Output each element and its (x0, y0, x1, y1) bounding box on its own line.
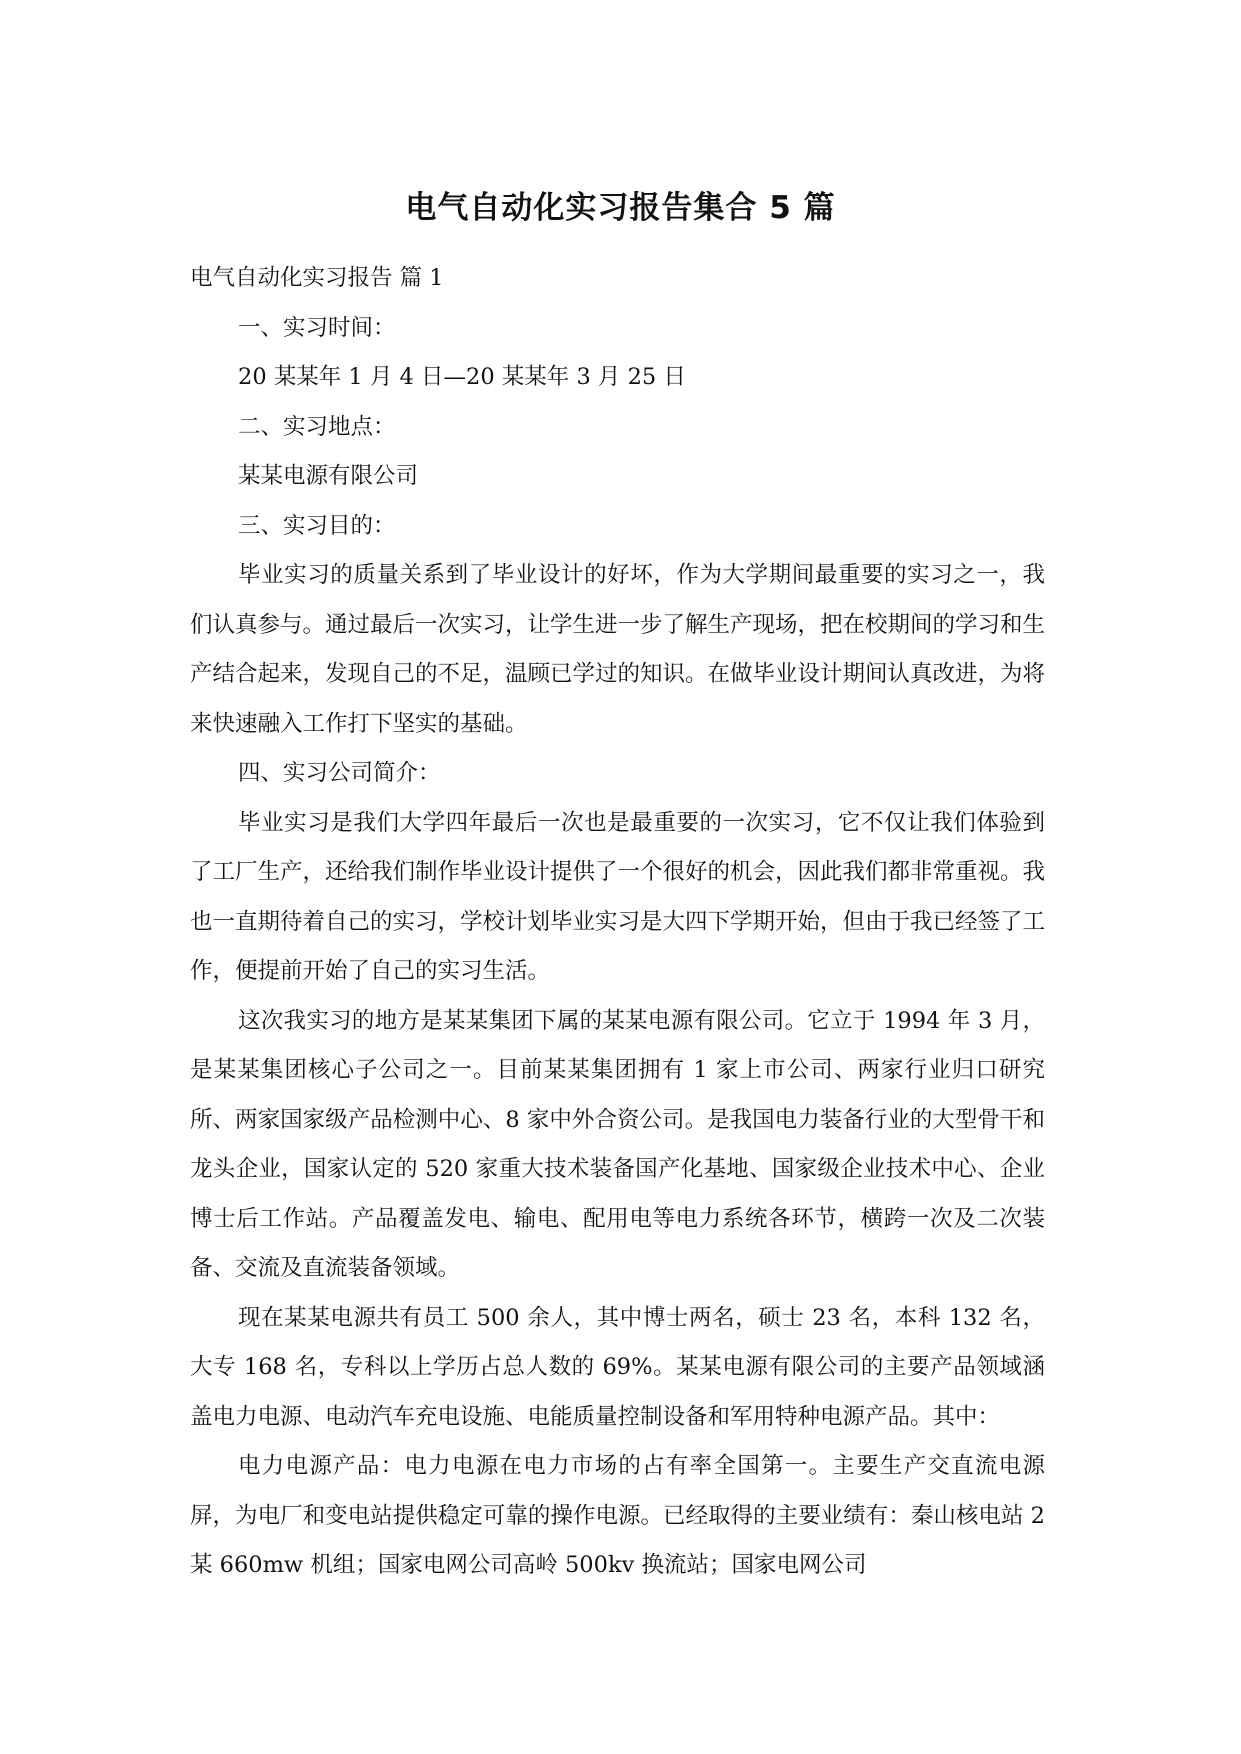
place-heading: 二、实习地点： (238, 413, 396, 440)
company-paragraph-2: 这次我实习的地方是某某集团下属的某某电源有限公司。它立于 1994 年 3 月，是某某集团核心子公司之一。目前某某集团拥有 1 家上市公司、两家行业归口研究所、两家国家级产品检测中心、8 家中外合资公司。是我国电力装备行业的大型骨干和龙头企业，国家认定的 520 家重大技术装备国产化基地、国家级企业技术中心、企业博士后工作站。产品覆盖发电、输电、配用电等电力系统各环节，横跨一次及二次装备、交流及直流装备领域。 (190, 1007, 1045, 1281)
company-paragraph-1: 毕业实习是我们大学四年最后一次也是最重要的一次实习，它不仅让我们体验到了工厂生产，还给我们制作毕业设计提供了一个很好的机会，因此我们都非常重视。我也一直期待着自己的实习，学校计划毕业实习是大四下学期开始，但由于我已经签了工作，便提前开始了自己的实习生活。 (190, 809, 1046, 984)
time-value: 20 某某年 1 月 4 日—20 某某年 3 月 25 日 (238, 364, 686, 390)
purpose-heading: 三、实习目的： (238, 512, 396, 539)
section-heading: 电气自动化实习报告 篇 1 (190, 265, 444, 291)
company-heading: 四、实习公司简介： (238, 760, 441, 786)
purpose-paragraph: 毕业实习的质量关系到了毕业设计的好坏，作为大学期间最重要的实习之一，我们认真参与。通过最后一次实习，让学生进一步了解生产现场，把在校期间的学习和生产结合起来，发现自己的不足，温顾已学过的知识。在做毕业设计期间认真改进，为将来快速融入工作打下坚实的基础。 (190, 562, 1046, 737)
document-body (190, 254, 1045, 1591)
document-title: 电气自动化实习报告集合 5 篇 (405, 190, 836, 226)
company-paragraph-4: 电力电源产品：电力电源在电力市场的占有率全国第一。主要生产交直流电源屏，为电厂和变电站提供稳定可靠的操作电源。已经取得的主要业绩有：秦山核电站 2 某 660mw 机组；国家电网公司高岭 500kv 换流站；国家电网公司 (190, 1453, 1045, 1578)
time-heading: 一、实习时间： (238, 314, 396, 341)
company-paragraph-3: 现在某某电源共有员工 500 余人，其中博士两名，硕士 23 名，本科 132 名，大专 168 名，专科以上学历占总人数的 69%。某某电源有限公司的主要产品领域涵盖电力电源、电动汽车充电设施、电能质量控制设备和军用特种电源产品。其中： (190, 1304, 1045, 1430)
place-value: 某某电源有限公司 (238, 463, 419, 489)
